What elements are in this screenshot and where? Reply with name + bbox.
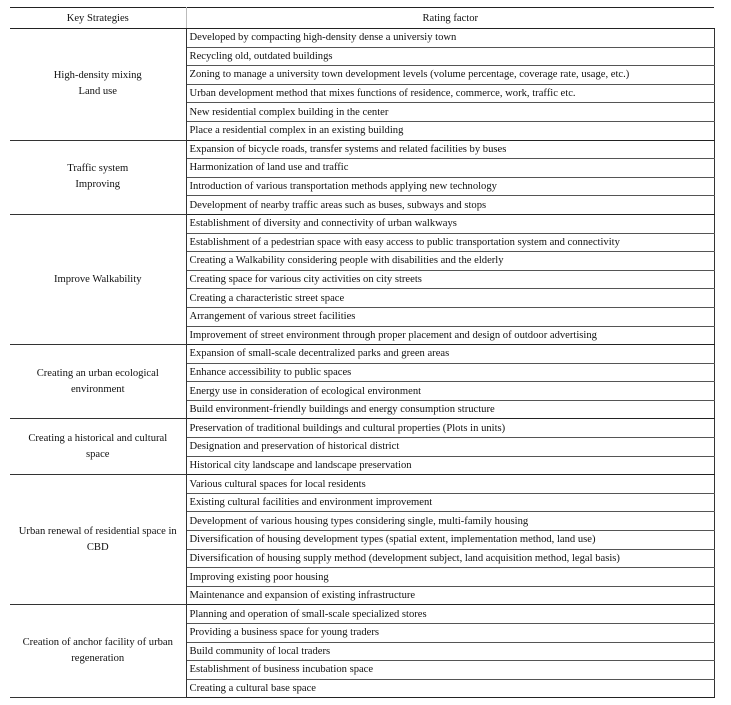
rating-factor-cell: Establishment of diversity and connectivity of urban walkways bbox=[186, 214, 714, 233]
table-row bbox=[10, 475, 714, 494]
key-strategy-cell bbox=[10, 345, 186, 419]
rating-factor-cell: Creating a Walkability considering people with disabilities and the elderly bbox=[186, 252, 714, 271]
rating-factor-cell: Establishment of a pedestrian space with easy access to public transportation system and connectivity bbox=[186, 233, 714, 252]
header-row bbox=[10, 8, 714, 29]
table-row bbox=[10, 605, 714, 624]
key-strategy-cell bbox=[10, 419, 186, 475]
table-row bbox=[10, 29, 714, 48]
rating-factor-cell: Providing a business space for young traders bbox=[186, 624, 714, 643]
rating-factor-cell: Diversification of housing development types (spatial extent, implementation method, land use) bbox=[186, 531, 714, 550]
key-strategy-line: Improve Walkability bbox=[53, 273, 142, 285]
key-strategy-cell bbox=[10, 29, 186, 141]
rating-factor-cell: Zoning to manage a university town development levels (volume percentage, coverage rate, usage, etc.) bbox=[186, 66, 714, 85]
rating-factor-cell: Build community of local traders bbox=[186, 642, 714, 661]
key-strategy-cell bbox=[10, 475, 186, 605]
rating-factor-cell: Development of various housing types considering single, multi-family housing bbox=[186, 512, 714, 531]
rating-factor-cell: Creating a cultural base space bbox=[186, 679, 714, 698]
header-rating-factor: Rating factor bbox=[186, 8, 714, 29]
rating-factor-cell: Arrangement of various street facilities bbox=[186, 307, 714, 326]
header-key-strategies: Key Strategies bbox=[10, 8, 186, 29]
rating-factor-cell: Recycling old, outdated buildings bbox=[186, 47, 714, 66]
rating-factor-cell: Place a residential complex in an existing building bbox=[186, 121, 714, 140]
key-strategy-line: environment bbox=[70, 383, 125, 395]
rating-factor-cell: Improving existing poor housing bbox=[186, 568, 714, 587]
key-strategy-line: Urban renewal of residential space in bbox=[18, 525, 177, 537]
rating-factor-cell: Urban development method that mixes functions of residence, commerce, work, traffic etc. bbox=[186, 84, 714, 103]
strategy-table bbox=[10, 7, 715, 698]
rating-factor-cell: Developed by compacting high-density dense a universiy town bbox=[186, 29, 714, 48]
key-strategy-line: Traffic system bbox=[67, 163, 129, 175]
rating-factor-cell: Enhance accessibility to public spaces bbox=[186, 363, 714, 382]
table-row bbox=[10, 345, 714, 364]
key-strategy-line: Creation of anchor facility of urban bbox=[22, 637, 173, 649]
rating-factor-cell: Creating a characteristic street space bbox=[186, 289, 714, 308]
rating-factor-cell: Development of nearby traffic areas such as buses, subways and stops bbox=[186, 196, 714, 215]
rating-factor-cell: Historical city landscape and landscape preservation bbox=[186, 456, 714, 475]
rating-factor-cell: Existing cultural facilities and environment improvement bbox=[186, 493, 714, 512]
rating-factor-cell: Expansion of bicycle roads, transfer systems and related facilities by buses bbox=[186, 140, 714, 159]
key-strategy-cell bbox=[10, 605, 186, 698]
table-body bbox=[10, 29, 714, 698]
key-strategy-line: Land use bbox=[78, 86, 118, 98]
key-strategy-cell bbox=[10, 140, 186, 214]
rating-factor-cell: Preservation of traditional buildings and cultural properties (Plots in units) bbox=[186, 419, 714, 438]
rating-factor-cell: Various cultural spaces for local residents bbox=[186, 475, 714, 494]
rating-factor-cell: Energy use in consideration of ecological environment bbox=[186, 382, 714, 401]
rating-factor-cell: Designation and preservation of historical district bbox=[186, 438, 714, 457]
rating-factor-cell: Expansion of small-scale decentralized parks and green areas bbox=[186, 345, 714, 364]
key-strategy-line: Improving bbox=[75, 179, 121, 191]
rating-factor-cell: New residential complex building in the center bbox=[186, 103, 714, 122]
rating-factor-cell: Maintenance and expansion of existing infrastructure bbox=[186, 586, 714, 605]
table-row bbox=[10, 419, 714, 438]
table-row bbox=[10, 140, 714, 159]
rating-factor-cell: Diversification of housing supply method (development subject, land acquisition method, legal basis) bbox=[186, 549, 714, 568]
key-strategy-line: regeneration bbox=[71, 653, 125, 665]
table-row bbox=[10, 214, 714, 233]
key-strategy-line: space bbox=[85, 448, 110, 460]
key-strategy-line: CBD bbox=[86, 541, 109, 553]
key-strategy-cell bbox=[10, 214, 186, 344]
rating-factor-cell: Harmonization of land use and traffic bbox=[186, 159, 714, 178]
rating-factor-cell: Creating space for various city activities on city streets bbox=[186, 270, 714, 289]
key-strategy-line: Creating an urban ecological bbox=[36, 367, 159, 379]
rating-factor-cell: Build environment-friendly buildings and energy consumption structure bbox=[186, 400, 714, 419]
rating-factor-cell: Planning and operation of small-scale specialized stores bbox=[186, 605, 714, 624]
rating-factor-cell: Introduction of various transportation methods applying new technology bbox=[186, 177, 714, 196]
rating-factor-cell: Establishment of business incubation space bbox=[186, 661, 714, 680]
rating-factor-cell: Improvement of street environment through proper placement and design of outdoor advertising bbox=[186, 326, 714, 345]
key-strategy-line: High-density mixing bbox=[53, 70, 142, 82]
key-strategy-line: Creating a historical and cultural bbox=[28, 432, 168, 444]
